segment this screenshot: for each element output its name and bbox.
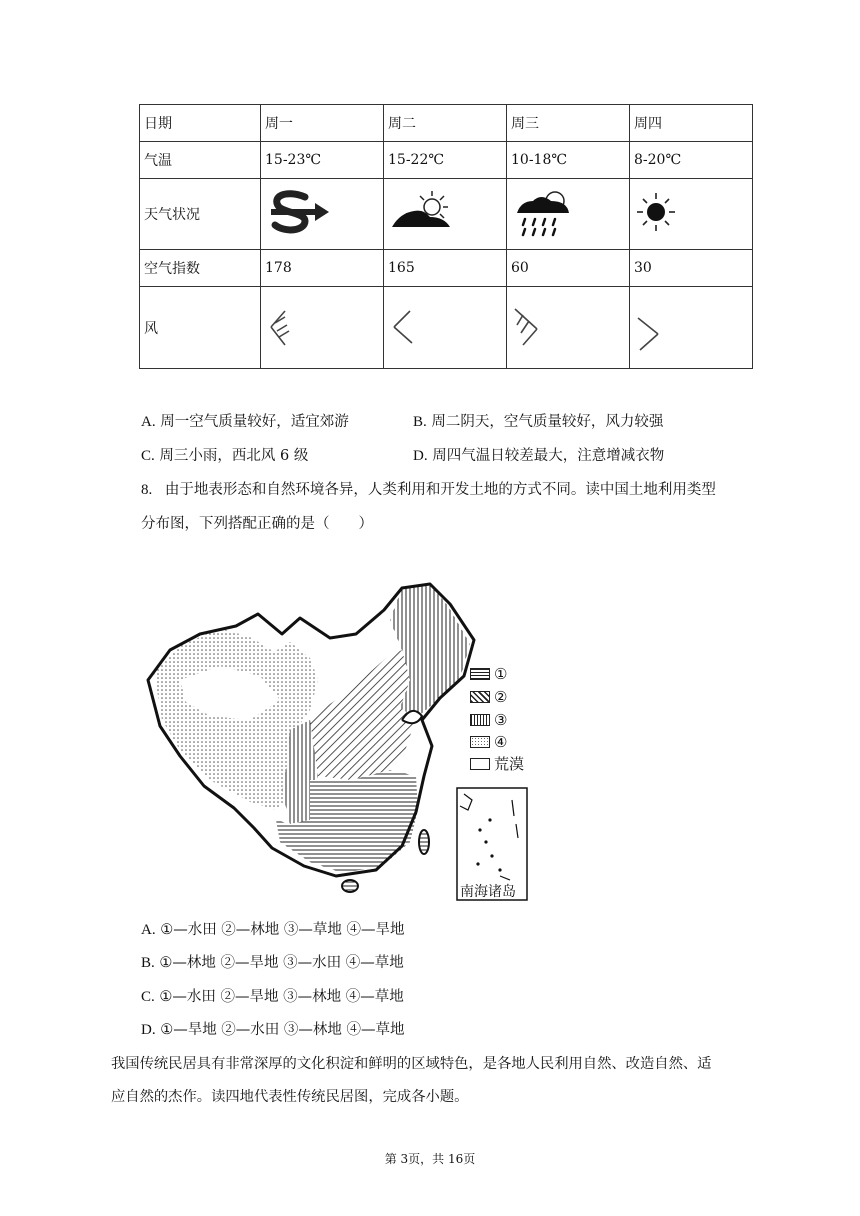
- table-row: [140, 179, 753, 250]
- row-label-condition: 天气状况: [140, 179, 261, 250]
- hainan-island: [342, 880, 358, 892]
- legend-label: ②: [494, 688, 508, 706]
- option-text: ①—旱地 ②—水田 ③—林地 ④—草地: [160, 1022, 405, 1038]
- option-text: 周一空气质量较好，适宜郊游: [160, 414, 349, 430]
- legend-swatch: [470, 691, 490, 703]
- option-letter: A.: [141, 414, 156, 430]
- aqi-tue: 165: [384, 250, 507, 287]
- temp-mon: 15-23℃: [261, 142, 384, 179]
- option-letter: D.: [413, 448, 428, 464]
- wind-barb-icon: [511, 301, 551, 351]
- legend-label: 荒漠: [494, 755, 525, 773]
- header-mon: 周一: [261, 105, 384, 142]
- legend-label: ④: [494, 733, 508, 751]
- legend-item-4: [470, 733, 530, 751]
- legend-item-1: [470, 665, 530, 683]
- sandstorm-icon: [265, 187, 335, 237]
- option-a: [141, 920, 405, 940]
- option-letter: B.: [141, 955, 155, 971]
- legend-label: ③: [494, 711, 508, 729]
- temp-tue: 15-22℃: [384, 142, 507, 179]
- legend-swatch: [470, 736, 490, 748]
- header-date: 日期: [140, 105, 261, 142]
- aqi-mon: 178: [261, 250, 384, 287]
- header-tue: 周二: [384, 105, 507, 142]
- wind-barb-icon: [265, 301, 305, 351]
- legend-swatch: [470, 714, 490, 726]
- option-text: ①—林地 ②—旱地 ③—水田 ④—草地: [159, 955, 404, 971]
- option-d: [413, 446, 664, 466]
- temp-thu: 8-20℃: [630, 142, 753, 179]
- inset-label: 南海诸岛: [460, 884, 516, 900]
- legend-swatch: [470, 758, 490, 770]
- option-c: [141, 446, 308, 466]
- table-row: [140, 105, 753, 142]
- option-letter: D.: [141, 1022, 156, 1038]
- row-label-aqi: 空气指数: [140, 250, 261, 287]
- option-text: ①—水田 ②—旱地 ③—林地 ④—草地: [159, 989, 404, 1005]
- option-letter: B.: [413, 414, 427, 430]
- legend-item-3: [470, 711, 530, 729]
- option-a: [141, 412, 349, 432]
- row-label-wind: 风: [140, 287, 261, 369]
- option-d: [141, 1020, 405, 1040]
- option-b: [141, 953, 404, 973]
- option-b: [413, 412, 663, 432]
- weather-table: [139, 104, 753, 369]
- question-number: 8.: [141, 482, 153, 498]
- option-text: ①—水田 ②—林地 ③—草地 ④—旱地: [160, 922, 405, 938]
- thunder-rain-icon: [511, 187, 581, 237]
- table-row: [140, 250, 753, 287]
- question-text: 由于地表形态和自然环境各异，人类利用和开发土地的方式不同。读中国土地利用类型: [164, 482, 716, 498]
- region-2: [306, 650, 416, 780]
- legend-label: ①: [494, 665, 508, 683]
- option-letter: C.: [141, 448, 155, 464]
- legend-item-2: [470, 688, 530, 706]
- aqi-thu: 30: [630, 250, 753, 287]
- row-label-temp: 气温: [140, 142, 261, 179]
- question-8-line2: 分布图，下列搭配正确的是（ ）: [141, 516, 373, 532]
- option-letter: C.: [141, 989, 155, 1005]
- sunny-icon: [634, 187, 704, 237]
- page-number: 第 3页，共 16页: [384, 1152, 476, 1166]
- option-text: 周二阴天，空气质量较好，风力较强: [431, 414, 664, 430]
- aqi-wed: 60: [507, 250, 630, 287]
- temp-wed: 10-18℃: [507, 142, 630, 179]
- passage-line1: 我国传统民居具有非常深厚的文化积淀和鲜明的区域特色，是各地人民利用自然、改造自然、适: [111, 1056, 712, 1072]
- legend-swatch: [470, 668, 490, 680]
- passage-line2: 应自然的杰作。读四地代表性传统民居图，完成各小题。: [111, 1089, 469, 1105]
- option-text: 周四气温日较差最大，注意增减衣物: [432, 448, 665, 464]
- wind-barb-icon: [388, 301, 428, 351]
- option-c: [141, 987, 404, 1007]
- cloudy-sun-icon: [388, 187, 458, 237]
- legend-item-desert: [470, 755, 530, 773]
- option-letter: A.: [141, 922, 156, 938]
- taiwan-island: [419, 830, 429, 854]
- header-thu: 周四: [630, 105, 753, 142]
- question-8-line1: [141, 480, 716, 500]
- header-wed: 周三: [507, 105, 630, 142]
- table-row: [140, 287, 753, 369]
- wind-barb-icon: [634, 296, 674, 356]
- option-text: 周三小雨，西北风 6 级: [159, 448, 309, 464]
- table-row: [140, 142, 753, 179]
